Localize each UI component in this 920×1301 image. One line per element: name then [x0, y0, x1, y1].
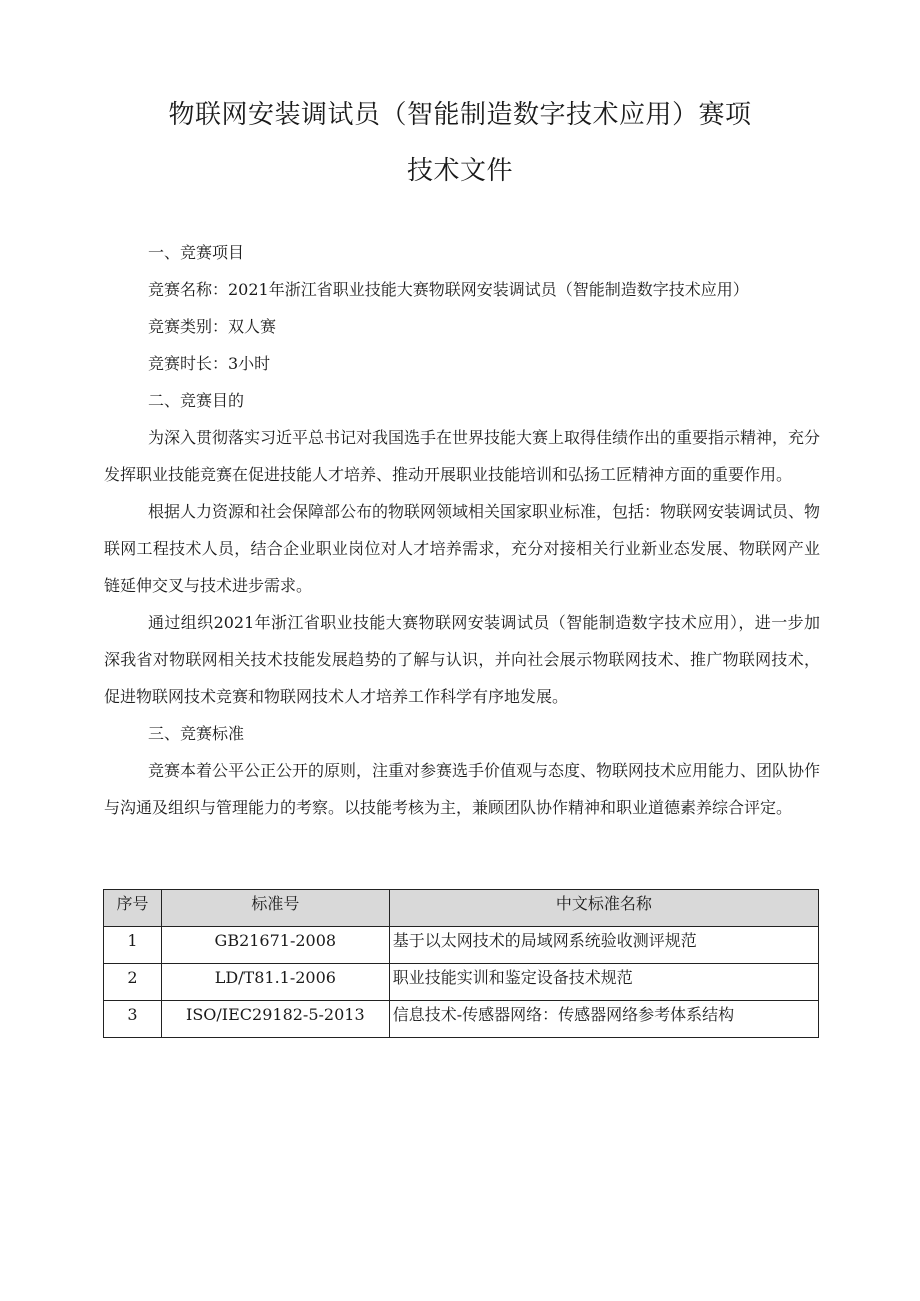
table-row — [104, 1001, 819, 1038]
table-row — [104, 964, 819, 1001]
row-index: 1 — [104, 927, 162, 964]
row-standard-no: ISO/IEC29182-5-2013 — [161, 1001, 389, 1038]
row-standard-no: GB21671-2008 — [161, 927, 389, 964]
competition-duration: 竞赛时长：3小时 — [148, 354, 271, 373]
row-standard-name: 基于以太网技术的局域网系统验收测评规范 — [389, 927, 818, 964]
section1-heading: 一、竞赛项目 — [148, 243, 245, 262]
row-standard-name: 职业技能实训和鉴定设备技术规范 — [389, 964, 818, 1001]
purpose-paragraph-1: 为深入贯彻落实习近平总书记对我国选手在世界技能大赛上取得佳绩作出的重要指示精神，充分发挥职业技能竞赛在促进技能人才培养、推动开展职业技能培训和弘扬工匠精神方面的重要作用。 — [104, 428, 821, 484]
header-standard-no: 标准号 — [161, 890, 389, 927]
row-standard-no: LD/T81.1-2006 — [161, 964, 389, 1001]
row-index: 3 — [104, 1001, 162, 1038]
purpose-paragraph-2: 根据人力资源和社会保障部公布的物联网领域相关国家职业标准，包括：物联网安装调试员、物联网工程技术人员，结合企业职业岗位对人才培养需求，充分对接相关行业新业态发展、物联网产业链延伸交叉与技术进步需求。 — [104, 502, 821, 595]
row-index: 2 — [104, 964, 162, 1001]
header-standard-name: 中文标准名称 — [389, 890, 818, 927]
section2-heading: 二、竞赛目的 — [148, 391, 245, 410]
standards-table — [103, 889, 819, 1038]
purpose-paragraph-3: 通过组织2021年浙江省职业技能大赛物联网安装调试员（智能制造数字技术应用），进一步加深我省对物联网相关技术技能发展趋势的了解与认识，并向社会展示物联网技术、推广物联网技术，促进物联网技术竞赛和物联网技术人才培养工作科学有序地发展。 — [104, 613, 820, 706]
row-standard-name: 信息技术-传感器网络：传感器网络参考体系结构 — [389, 1001, 818, 1038]
competition-name: 竞赛名称：2021年浙江省职业技能大赛物联网安装调试员（智能制造数字技术应用） — [148, 280, 749, 299]
document-body — [104, 234, 820, 826]
table-header-row — [104, 890, 819, 927]
document-title: 物联网安装调试员（智能制造数字技术应用）赛项 — [168, 100, 752, 130]
section3-heading: 三、竞赛标准 — [148, 724, 245, 743]
competition-category: 竞赛类别：双人赛 — [148, 317, 277, 336]
standards-paragraph: 竞赛本着公平公正公开的原则，注重对参赛选手价值观与态度、物联网技术应用能力、团队协作与沟通及组织与管理能力的考察。以技能考核为主，兼顾团队协作精神和职业道德素养综合评定。 — [104, 761, 821, 817]
document-subtitle: 技术文件 — [406, 156, 513, 186]
header-index: 序号 — [104, 890, 162, 927]
table-row — [104, 927, 819, 964]
